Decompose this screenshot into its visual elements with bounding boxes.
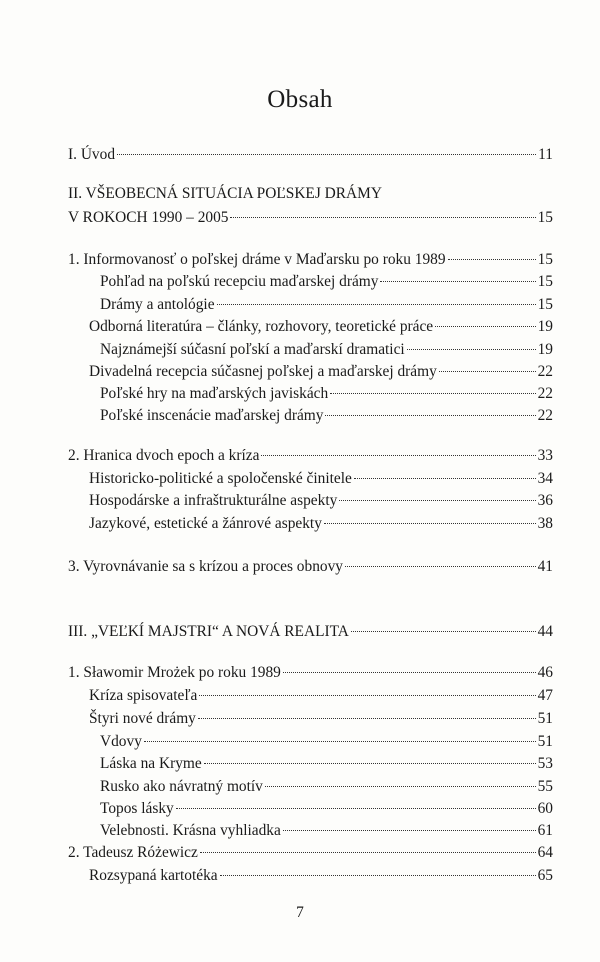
toc-section-heading-line: II. VŠEOBECNÁ SITUÁCIA POĽSKEJ DRÁMY bbox=[68, 185, 382, 202]
dot-leader bbox=[200, 852, 536, 853]
page-number: 7 bbox=[296, 904, 304, 921]
toc-entry bbox=[100, 384, 553, 404]
toc-entry bbox=[89, 514, 553, 534]
toc-entry-label: Štyri nové drámy bbox=[89, 710, 196, 727]
toc-entry-label: Pohľad na poľskú recepciu maďarskej drámy bbox=[100, 273, 379, 290]
toc-entry-page: 44 bbox=[537, 623, 553, 640]
dot-leader bbox=[144, 741, 536, 742]
toc-entry-label: V ROKOCH 1990 – 2005 bbox=[68, 209, 229, 226]
dot-leader bbox=[117, 154, 536, 155]
toc-entry-label: Jazykové, estetické a žánrové aspekty bbox=[89, 515, 322, 532]
dot-leader bbox=[230, 217, 535, 218]
toc-entry-label: Poľské inscenácie maďarskej drámy bbox=[100, 407, 324, 424]
toc-entry bbox=[100, 777, 553, 797]
toc-entry-page: 65 bbox=[537, 867, 553, 884]
toc-entry-label: Láska na Kryme bbox=[100, 755, 202, 772]
toc-entry-label: Hospodárske a infraštrukturálne aspekty bbox=[89, 492, 338, 509]
dot-leader bbox=[380, 281, 535, 282]
toc-entry bbox=[89, 362, 553, 382]
toc-entry bbox=[68, 250, 553, 270]
toc-entry-page: 64 bbox=[537, 844, 553, 861]
toc-entry-page: 15 bbox=[537, 209, 553, 226]
toc-entry bbox=[100, 754, 553, 774]
toc-entry-page: 51 bbox=[537, 710, 553, 727]
toc-entry bbox=[89, 709, 553, 729]
toc-entry bbox=[89, 469, 553, 489]
toc-entry-page: 22 bbox=[537, 385, 553, 402]
dot-leader bbox=[448, 259, 536, 260]
toc-entry bbox=[100, 732, 553, 752]
dot-leader bbox=[265, 786, 536, 787]
dot-leader bbox=[283, 830, 536, 831]
dot-leader bbox=[435, 326, 535, 327]
toc-entry-page: 61 bbox=[537, 822, 553, 839]
dot-leader bbox=[204, 763, 536, 764]
toc-entry-page: 51 bbox=[537, 733, 553, 750]
toc-entry-page: 34 bbox=[537, 470, 553, 487]
toc-entry bbox=[68, 663, 553, 683]
toc-entry-page: 53 bbox=[537, 755, 553, 772]
toc-entry-label: 1. Sławomir Mrożek po roku 1989 bbox=[68, 664, 281, 681]
dot-leader bbox=[217, 304, 536, 305]
toc-entry-label: 2. Tadeusz Różewicz bbox=[68, 844, 198, 861]
toc-entry-page: 15 bbox=[537, 273, 553, 290]
toc-entry-page: 19 bbox=[537, 341, 553, 358]
toc-entry-label: Topos lásky bbox=[100, 800, 174, 817]
toc-entry-page: 22 bbox=[537, 407, 553, 424]
toc-entry bbox=[68, 843, 553, 863]
toc-entry bbox=[100, 821, 553, 841]
toc-entry-label: Odborná literatúra – články, rozhovory, teoretické práce bbox=[89, 318, 434, 335]
toc-entry bbox=[100, 272, 553, 292]
toc-entry bbox=[100, 406, 553, 426]
dot-leader bbox=[354, 478, 536, 479]
toc-entry-page: 11 bbox=[538, 146, 553, 163]
dot-leader bbox=[339, 500, 535, 501]
toc-entry bbox=[68, 208, 553, 228]
toc-entry-page: 47 bbox=[537, 687, 553, 704]
toc-entry-label: Najznámejší súčasní poľskí a maďarskí dramatici bbox=[100, 341, 405, 358]
toc-entry bbox=[89, 686, 553, 706]
toc-entry-label: Drámy a antológie bbox=[100, 296, 215, 313]
toc-entry bbox=[100, 799, 553, 819]
toc-entry bbox=[89, 491, 553, 511]
toc-entry-label: III. „VEĽKÍ MAJSTRI“ A NOVÁ REALITA bbox=[68, 623, 349, 640]
toc-entry-label: Rozsypaná kartotéka bbox=[89, 867, 218, 884]
dot-leader bbox=[261, 455, 535, 456]
toc-entry-page: 60 bbox=[537, 800, 553, 817]
toc-entry-label: Velebnosti. Krásna vyhliadka bbox=[100, 822, 281, 839]
toc-entry-page: 15 bbox=[537, 251, 553, 268]
toc-entry-label: I. Úvod bbox=[68, 146, 116, 163]
toc-entry bbox=[68, 557, 553, 577]
dot-leader bbox=[407, 349, 536, 350]
dot-leader bbox=[345, 566, 536, 567]
toc-entry-page: 22 bbox=[537, 363, 553, 380]
toc-entry-page: 55 bbox=[537, 778, 553, 795]
toc-entry bbox=[100, 340, 553, 360]
toc-entry-page: 15 bbox=[537, 296, 553, 313]
toc-entry-page: 19 bbox=[537, 318, 553, 335]
toc-entry-label: Kríza spisovateľa bbox=[89, 687, 198, 704]
toc-entry-label: Rusko ako návratný motív bbox=[100, 778, 263, 795]
dot-leader bbox=[325, 415, 535, 416]
dot-leader bbox=[351, 631, 536, 632]
toc-entry-label: Historicko-politické a spoločenské činitele bbox=[89, 470, 352, 487]
dot-leader bbox=[330, 393, 535, 394]
dot-leader bbox=[283, 672, 536, 673]
toc-entry bbox=[100, 295, 553, 315]
toc-entry bbox=[89, 317, 553, 337]
toc-entry-label: 1. Informovanosť o poľskej dráme v Maďarsku po roku 1989 bbox=[68, 251, 446, 268]
toc-entry-label: 3. Vyrovnávanie sa s krízou a proces obnovy bbox=[68, 558, 343, 575]
dot-leader bbox=[324, 523, 536, 524]
dot-leader bbox=[176, 808, 536, 809]
toc-entry bbox=[89, 866, 553, 886]
toc-entry-label: Divadelná recepcia súčasnej poľskej a maďarskej drámy bbox=[89, 363, 437, 380]
toc-entry-page: 41 bbox=[537, 558, 553, 575]
dot-leader bbox=[439, 371, 536, 372]
toc-entry-label: Vdovy bbox=[100, 733, 142, 750]
toc-entry-page: 33 bbox=[537, 447, 553, 464]
toc-entry bbox=[68, 446, 553, 466]
dot-leader bbox=[220, 875, 536, 876]
toc-entry bbox=[68, 622, 553, 642]
toc-entry bbox=[68, 145, 553, 165]
toc-entry-label: Poľské hry na maďarských javiskách bbox=[100, 385, 329, 402]
toc-entry-label: 2. Hranica dvoch epoch a kríza bbox=[68, 447, 260, 464]
dot-leader bbox=[198, 718, 536, 719]
page-title: Obsah bbox=[267, 86, 333, 113]
toc-entry-page: 38 bbox=[537, 515, 553, 532]
dot-leader bbox=[199, 695, 535, 696]
toc-entry-page: 36 bbox=[537, 492, 553, 509]
toc-entry-page: 46 bbox=[537, 664, 553, 681]
